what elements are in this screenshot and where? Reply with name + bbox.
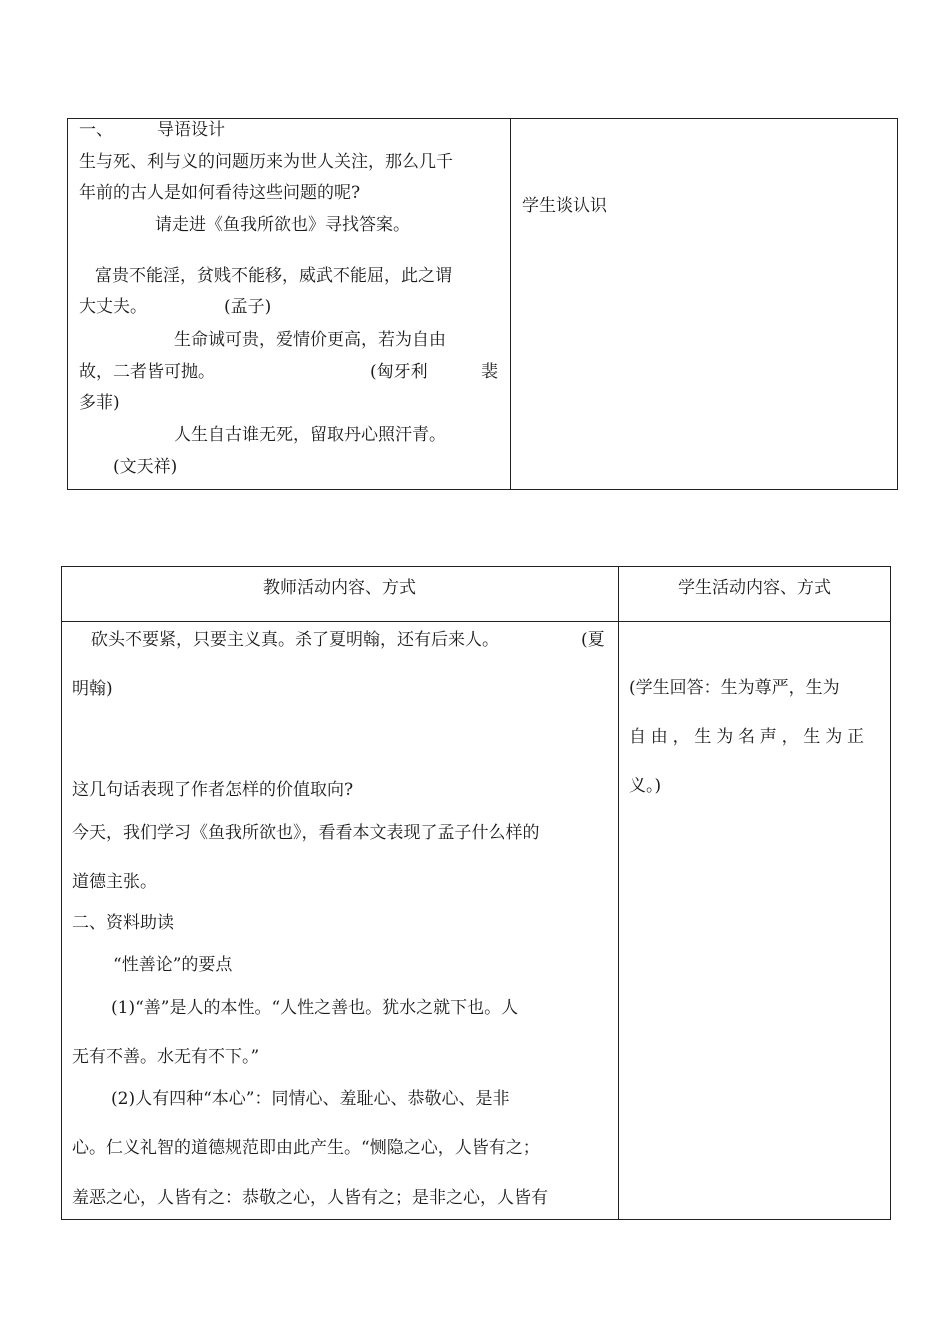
quote-petofi-author-a: (匈牙利 xyxy=(370,362,428,382)
today-line-2: 道德主张。 xyxy=(72,872,157,892)
student-answer-line-3: 义。) xyxy=(629,776,662,796)
quote-petofi-author-c: 多菲) xyxy=(79,393,120,413)
point-1-line-1: (1)“善”是人的本性。“人性之善也。犹水之就下也。人 xyxy=(111,998,519,1018)
intro-line-3: 请走进《鱼我所欲也》寻找答案。 xyxy=(155,215,410,235)
quote-mencius-line-2: 大丈夫。 xyxy=(79,297,147,317)
table-1-column-divider xyxy=(510,118,511,490)
student-activity-header: 学生活动内容、方式 xyxy=(678,578,831,598)
today-line-1: 今天，我们学习《鱼我所欲也》，看看本文表现了孟子什么样的 xyxy=(72,823,540,843)
heading-number: 一、 xyxy=(79,120,113,140)
section-2-heading: 二、资料助读 xyxy=(72,913,174,933)
value-question: 这几句话表现了作者怎样的价值取向? xyxy=(72,780,354,800)
quote-mencius-line-1: 富贵不能淫，贫贱不能移，威武不能屈，此之谓 xyxy=(95,266,452,286)
teacher-activity-header: 教师活动内容、方式 xyxy=(263,578,416,598)
quote-petofi-line-2: 故，二者皆可抛。 xyxy=(79,362,215,382)
quote-xia-author-a: (夏 xyxy=(581,630,605,650)
intro-line-1: 生与死、利与义的问题历来为世人关注，那么几千 xyxy=(79,152,453,172)
quote-xia-line-1: 砍头不要紧，只要主义真。杀了夏明翰，还有后来人。 xyxy=(91,630,499,650)
point-2-line-3: 羞恶之心，人皆有之：恭敬之心，人皆有之；是非之心，人皆有 xyxy=(72,1188,548,1208)
quote-mencius-author: (孟子) xyxy=(224,297,272,317)
point-2-line-2: 心。仁义礼智的道德规范即由此产生。“恻隐之心，人皆有之； xyxy=(72,1138,540,1158)
quote-xia-author-b: 明翰) xyxy=(72,679,113,699)
heading-intro: 导语设计 xyxy=(157,120,225,140)
point-2-line-1: (2)人有四种“本心”：同情心、羞耻心、恭敬心、是非 xyxy=(111,1089,510,1109)
intro-line-2: 年前的古人是如何看待这些问题的呢? xyxy=(79,183,361,203)
summary-title: “性善论”的要点 xyxy=(113,955,233,975)
quote-petofi-line-1: 生命诚可贵，爱情价更高，若为自由 xyxy=(174,330,446,350)
quote-wen-author: (文天祥) xyxy=(113,457,178,477)
student-discussion-text: 学生谈认识 xyxy=(522,196,607,216)
lesson-table-2 xyxy=(61,566,891,1220)
quote-petofi-author-b: 裴 xyxy=(481,362,498,382)
table-2-column-divider xyxy=(618,566,619,1220)
student-answer-line-2: 自由，生为名声，生为正 xyxy=(629,727,869,747)
student-answer-line-1: (学生回答：生为尊严，生为 xyxy=(629,678,840,698)
point-1-line-2: 无有不善。水无有不下。” xyxy=(72,1047,260,1067)
table-2-header-divider xyxy=(61,621,891,622)
quote-wen-line-1: 人生自古谁无死，留取丹心照汗青。 xyxy=(174,425,446,445)
